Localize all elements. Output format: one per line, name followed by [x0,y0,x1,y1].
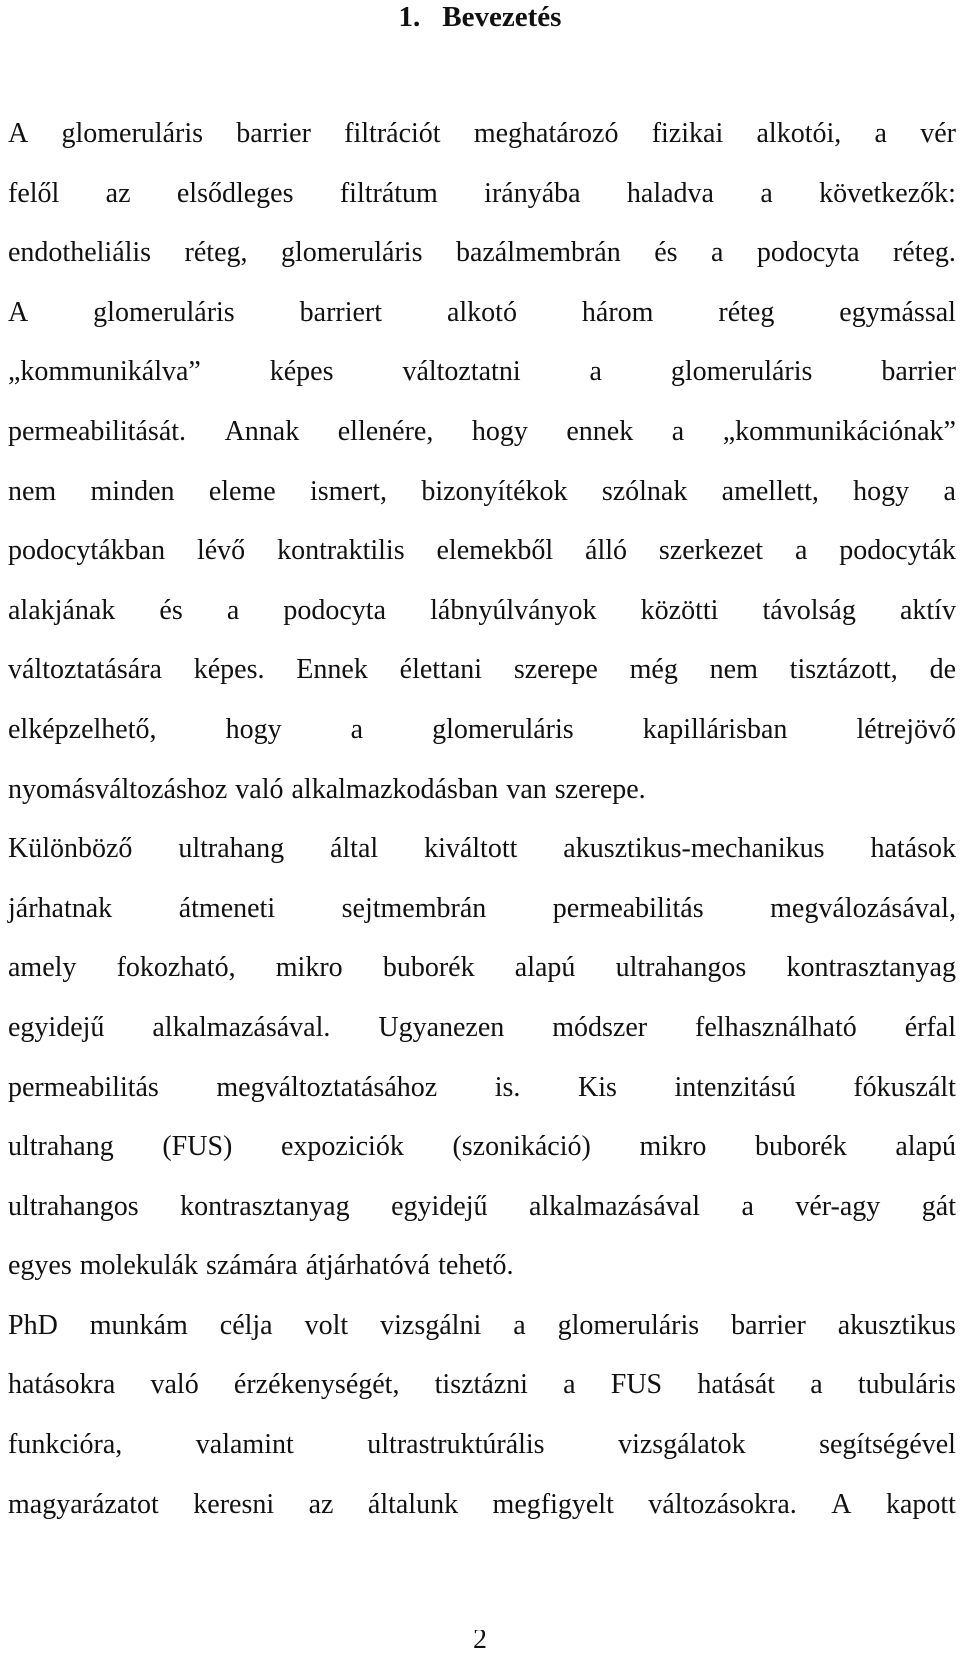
text-line: egyes molekulák számára átjárhatóvá tehető. [8,1250,514,1282]
text-line: A glomeruláris barrier filtrációt meghatározó fizikai alkotói, a vér [8,118,956,149]
text-line: endotheliális réteg, glomeruláris bazálmembrán és a podocyta réteg. [8,237,956,269]
section-number: 1. [398,1,421,33]
text-line: Különböző ultrahang által kiváltott akusztikus-mechanikus hatások [8,833,956,865]
text-line: változtatására képes. Ennek élettani szerepe még nem tisztázott, de [8,654,956,686]
body-text [8,104,956,1534]
text-line: magyarázatot keresni az általunk megfigyelt változásokra. A kapott [8,1488,956,1520]
text-line: „kommunikálva” képes változtatni a glomeruláris barrier [8,356,956,388]
text-line: járhatnak átmeneti sejtmembrán permeabilitás megválozásával, [8,892,956,924]
text-line: nem minden eleme ismert, bizonyítékok szólnak amellett, hogy a [8,475,956,507]
section-title: Bevezetés [442,1,562,33]
text-line: ultrahangos kontrasztanyag egyidejű alkalmazásával a vér-agy gát [8,1190,956,1222]
text-line: ultrahang (FUS) expoziciók (szonikáció) mikro buborék alapú [8,1131,956,1163]
text-line: amely fokozható, mikro buborék alapú ultrahangos kontrasztanyag [8,952,956,984]
paragraph [8,1296,956,1534]
paragraph [8,104,956,819]
text-line: felől az elsődleges filtrátum irányába haladva a következők: [8,177,956,209]
text-line: hatásokra való érzékenységét, tisztázni a FUS hatását a tubuláris [8,1369,956,1401]
paragraph [8,819,956,1296]
section-heading [0,0,960,34]
text-line: podocytákban lévő kontraktilis elemekből álló szerkezet a podocyták [8,535,956,567]
text-line: funkcióra, valamint ultrastruktúrális vizsgálatok segítségével [8,1429,956,1461]
text-line: alakjának és a podocyta lábnyúlványok közötti távolság aktív [8,594,956,626]
text-line: permeabilitás megváltoztatásához is. Kis intenzitású fókuszált [8,1071,956,1103]
text-line: nyomásváltozáshoz való alkalmazkodásban van szerepe. [8,773,646,805]
text-line: permeabilitását. Annak ellenére, hogy ennek a „kommunikációnak” [8,415,956,447]
text-line: A glomeruláris barriert alkotó három réteg egymással [8,296,956,328]
page-number: 2 [473,1630,487,1655]
text-line: egyidejű alkalmazásával. Ugyanezen módszer felhasználható érfal [8,1011,956,1043]
text-line: PhD munkám célja volt vizsgálni a glomeruláris barrier akusztikus [8,1309,956,1341]
text-line: elképzelhető, hogy a glomeruláris kapillárisban létrejövő [8,713,956,745]
